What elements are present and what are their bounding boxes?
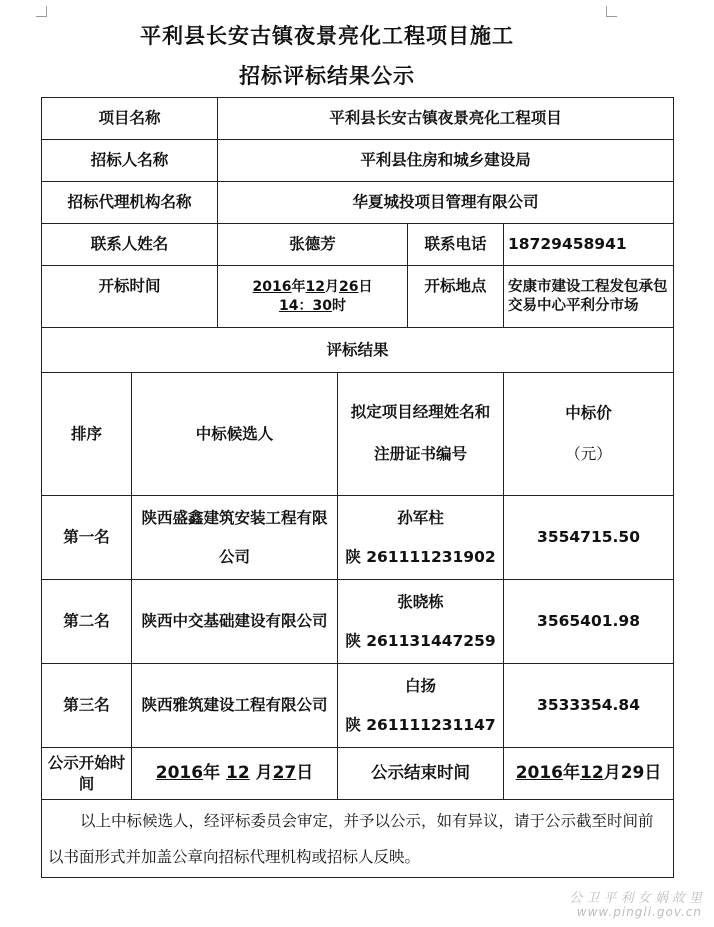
agency-label: 招标代理机构名称: [42, 182, 218, 224]
results-header-row: [42, 373, 674, 496]
project-name-value: 平利县长安古镇夜景亮化工程项目: [218, 98, 674, 140]
manager-cell: [338, 664, 504, 748]
candidate-header: 中标候选人: [132, 373, 338, 496]
agency-value: 华夏城投项目管理有限公司: [218, 182, 674, 224]
bid-result-table: [41, 97, 674, 878]
manager-cell: [338, 580, 504, 664]
price-cell: 3533354.84: [504, 664, 674, 748]
table-row: [42, 664, 674, 748]
contact-value: 张德芳: [218, 224, 408, 266]
manager-cert: 陕 261131447259: [345, 631, 496, 650]
open-time-row: [42, 266, 674, 328]
results-heading-row: [42, 328, 674, 373]
open-time-day: 26: [339, 278, 359, 295]
table-row: [42, 496, 674, 580]
publicity-start-label: 公示开始时间: [42, 748, 132, 800]
manager-name: 张晓栋: [397, 592, 444, 611]
price-header-label: 中标价: [565, 403, 612, 422]
rank-cell: 第二名: [42, 580, 132, 664]
table-row: [42, 580, 674, 664]
publicity-end-value: 2016年12月29日: [504, 748, 674, 800]
site-watermark: [569, 892, 702, 919]
results-section-title: 评标结果: [42, 328, 674, 373]
price-header: [504, 373, 674, 496]
watermark-url: www.pingli.gov.cn: [576, 904, 702, 919]
manager-header: 拟定项目经理姓名和注册证书编号: [338, 373, 504, 496]
open-time-clock: 14：30: [279, 297, 332, 314]
tenderer-row: [42, 140, 674, 182]
project-name-row: [42, 98, 674, 140]
contact-row: [42, 224, 674, 266]
open-time-year: 2016: [252, 278, 292, 295]
company-cell: 陕西中交基础建设有限公司: [132, 580, 338, 664]
price-cell: 3565401.98: [504, 580, 674, 664]
open-place-label: 开标地点: [408, 266, 504, 328]
page-corner-mark-right: [606, 6, 617, 17]
phone-value: 18729458941: [504, 224, 674, 266]
open-time-month: 12: [305, 278, 325, 295]
manager-cert: 陕 261111231902: [345, 547, 496, 566]
tenderer-label: 招标人名称: [42, 140, 218, 182]
price-cell: 3554715.50: [504, 496, 674, 580]
rank-header: 排序: [42, 373, 132, 496]
rank-cell: 第一名: [42, 496, 132, 580]
document-title: 平利县长安古镇夜景亮化工程项目施工: [140, 24, 514, 48]
company-cell: 陕西盛鑫建筑安装工程有限公司: [132, 496, 338, 580]
contact-label: 联系人姓名: [42, 224, 218, 266]
notice-text: 以上中标候选人，经评标委员会审定，并予以公示，如有异议，请于公示截至时间前以书面形式并加盖公章向招标代理机构或招标人反映。: [42, 800, 674, 878]
tenderer-value: 平利县住房和城乡建设局: [218, 140, 674, 182]
project-name-label: 项目名称: [42, 98, 218, 140]
open-place-value: 安康市建设工程发包承包交易中心平利分市场: [504, 266, 674, 328]
agency-row: [42, 182, 674, 224]
rank-cell: 第三名: [42, 664, 132, 748]
notice-row: [42, 800, 674, 878]
manager-name: 白扬: [405, 676, 437, 695]
company-cell: 陕西雅筑建设工程有限公司: [132, 664, 338, 748]
manager-cell: [338, 496, 504, 580]
price-unit: （元）: [565, 445, 612, 464]
manager-cert: 陕 261111231147: [345, 715, 496, 734]
publicity-row: [42, 748, 674, 800]
publicity-start-value: 2016年 12 月27日: [132, 748, 338, 800]
publicity-end-label: 公示结束时间: [338, 748, 504, 800]
page-corner-mark-left: [36, 6, 47, 17]
watermark-slogan: 公 卫 平 利 女 娲 故 里: [569, 890, 702, 906]
document-subtitle: 招标评标结果公示: [239, 64, 415, 88]
phone-label: 联系电话: [408, 224, 504, 266]
open-time-value: 2016年12月26日 14：30时: [218, 266, 408, 328]
open-time-label: 开标时间: [42, 266, 218, 328]
manager-name: 孙军柱: [397, 508, 444, 527]
